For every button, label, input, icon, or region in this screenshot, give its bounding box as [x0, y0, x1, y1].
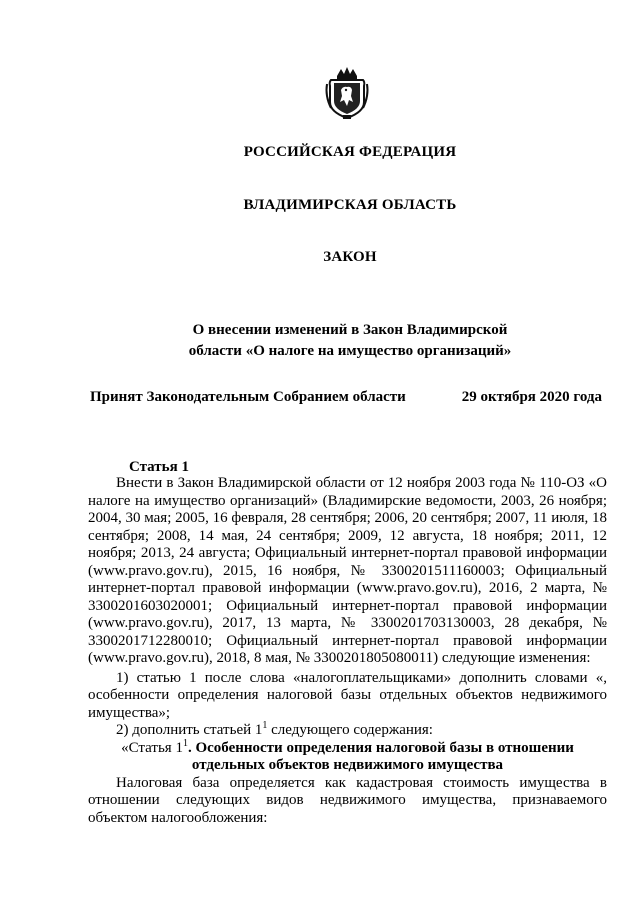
article-1-item-2	[88, 722, 607, 740]
item-2-suffix: следующего содержания:	[267, 722, 433, 738]
doc-type-heading: ЗАКОН	[323, 249, 377, 265]
region-heading: ВЛАДИМИРСКАЯ ОБЛАСТЬ	[243, 197, 457, 213]
article-1-body	[88, 475, 607, 827]
article-1-intro: Внести в Закон Владимирской области от 12 ноября 2003 года № 110-ОЗ «О налоге на имущество организаций» (Владимирские ведомости, 2003, 26 ноября; 2004, 30 мая; 2005, 16 февраля, 28 сентября; 2006, 20 сентября; 2007, 11 июля, 18 сентября; 2008, 14 мая, 24 сентября; 2009, 12 августа, 18 ноября; 2011, 12 ноября; 2013, 24 августа; Официальный интернет-портал правовой информации (www.pravo.gov.ru), 2015, 16 ноября, № 3300201511160003; Официальный интернет-портал правовой информации (www.pravo.gov.ru), 2016, 2 марта, № 3300201603020001; Официальный интернет-портал правовой информации (www.pravo.gov.ru), 2017, 13 марта, № 3300201703130003, 28 декабря, № 3300201712280010; Официальный интернет-портал правовой информации (www.pravo.gov.ru), 2018, 8 мая, № 3300201805080011) следующие изменения:	[88, 475, 607, 666]
new-article-title-line-1: Особенности определения налоговой базы в отношении	[195, 739, 574, 756]
new-article-sup: 1	[182, 737, 188, 749]
adoption-label: Принят Законодательным Собранием области	[90, 389, 406, 405]
law-title-line-2: области «О налоге на имущество организаций»	[188, 343, 512, 359]
article-1-heading: Статья 1	[129, 459, 189, 475]
coat-of-arms-icon	[323, 66, 371, 120]
article-1-item-1: 1) статью 1 после слова «налогоплательщиками» дополнить словами «, особенности определения налоговой базы отдельных объектов недвижимого имущества»;	[88, 669, 607, 721]
law-title-line-1: О внесении изменений в Закон Владимирской	[192, 322, 508, 338]
tax-base-paragraph: Налоговая база определяется как кадастровая стоимость имущества в отношении следующих видов недвижимого имущества, признаваемого объектом налогообложения:	[88, 774, 607, 826]
new-article-label: «Статья 1	[121, 739, 183, 756]
country-heading: РОССИЙСКАЯ ФЕДЕРАЦИЯ	[243, 144, 457, 160]
item-2-sup: 1	[262, 720, 268, 731]
new-article-title-line-2: отдельных объектов недвижимого имущества	[191, 757, 504, 773]
new-article-heading	[88, 737, 607, 775]
adoption-date: 29 октября 2020 года	[461, 389, 602, 405]
new-article-dot: .	[187, 739, 196, 756]
law-title	[100, 320, 600, 362]
item-2-prefix: 2) дополнить статьей 1	[116, 722, 263, 738]
